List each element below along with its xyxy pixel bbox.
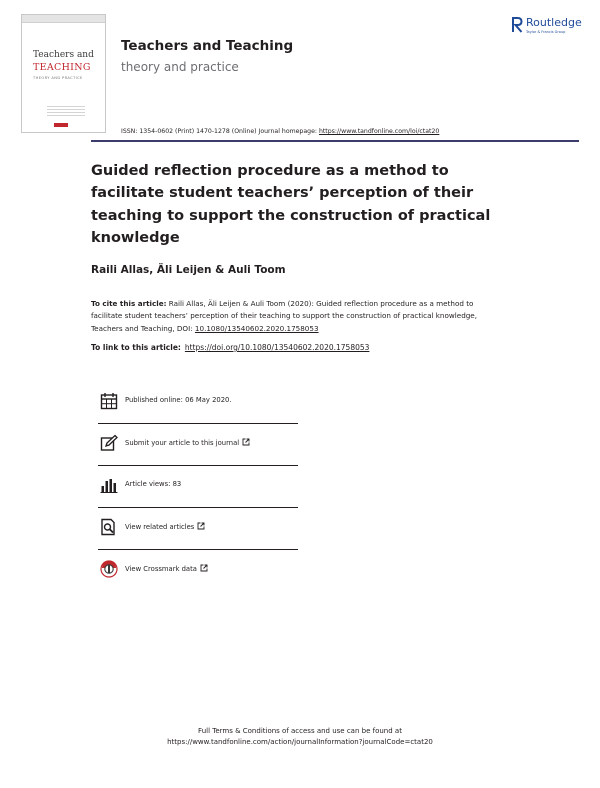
submit-edit-icon xyxy=(100,434,118,452)
link-label: To link to this article: xyxy=(91,343,181,352)
publisher-name: Routledge xyxy=(526,16,582,29)
info-row-submit[interactable] xyxy=(98,424,298,466)
bar-chart-icon xyxy=(100,476,118,494)
journal-subtitle: theory and practice xyxy=(121,60,239,74)
article-info-list xyxy=(98,382,298,591)
cover-fine-print xyxy=(47,106,85,107)
crossmark-label: View Crossmark data xyxy=(125,565,197,573)
cover-fine-print xyxy=(47,115,85,116)
info-row-related[interactable] xyxy=(98,508,298,550)
external-link-icon xyxy=(200,564,208,572)
external-link-icon xyxy=(197,522,205,530)
cover-title-line2: TEACHING xyxy=(33,62,91,73)
related-articles-link[interactable] xyxy=(125,522,205,531)
related-articles-label: View related articles xyxy=(125,523,195,531)
cover-title-line1: Teachers and xyxy=(33,50,94,60)
cover-publisher-logo xyxy=(54,123,68,127)
info-row-published xyxy=(98,382,298,424)
info-row-crossmark[interactable] xyxy=(98,550,298,591)
crossmark-icon xyxy=(100,560,118,578)
crossmark-link[interactable] xyxy=(125,564,208,573)
footer-terms-text: Full Terms & Conditions of access and use can be found at xyxy=(198,727,402,735)
published-date-text: Published online: 06 May 2020. xyxy=(125,396,232,404)
publisher-tagline: Taylor & Francis Group xyxy=(526,30,566,34)
footer-terms xyxy=(0,726,600,748)
footer-terms-link[interactable]: https://www.tandfonline.com/action/journalInformation?journalCode=ctat20 xyxy=(167,738,433,746)
cover-top-bar xyxy=(22,15,105,23)
calendar-icon xyxy=(100,392,118,410)
routledge-r-icon xyxy=(512,17,523,33)
info-row-views xyxy=(98,466,298,508)
issn-line xyxy=(121,128,439,135)
journal-homepage-link[interactable]: https://www.tandfonline.com/loi/ctat20 xyxy=(318,128,440,135)
article-views-text: Article views: 83 xyxy=(125,480,182,488)
cover-title-line3: THEORY AND PRACTICE xyxy=(33,76,83,80)
journal-title: Teachers and Teaching xyxy=(121,38,294,54)
article-authors: Raili Allas, Äli Leijen & Auli Toom xyxy=(91,264,286,276)
submit-article-link[interactable] xyxy=(125,438,250,447)
article-link-line xyxy=(91,343,369,352)
citation-label: To cite this article: xyxy=(91,299,167,308)
article-title: Guided reflection procedure as a method to facilitate student teachers’ perception of their teaching to support the construction of practical knowledge xyxy=(91,163,491,246)
cover-fine-print xyxy=(47,109,85,110)
citation-block xyxy=(91,298,501,335)
related-articles-icon xyxy=(100,518,118,536)
journal-cover-thumbnail xyxy=(21,14,106,133)
header-divider xyxy=(91,140,579,142)
issn-text: ISSN: 1354-0602 (Print) 1470-1278 (Online) Journal homepage: xyxy=(121,128,319,135)
cover-fine-print xyxy=(47,112,85,113)
citation-doi-link[interactable]: 10.1080/13540602.2020.1758053 xyxy=(194,323,319,333)
external-link-icon xyxy=(242,438,250,446)
citation-text: Raili Allas, Äli Leijen & Auli Toom (2020): Guided reflection procedure as a method to facilitate student teachers’ perception of their teaching to support the construction of practical knowledge, Teachers and Teaching, DOI: xyxy=(91,299,478,333)
article-doi-url[interactable]: https://doi.org/10.1080/13540602.2020.1758053 xyxy=(184,343,370,352)
submit-article-label: Submit your article to this journal xyxy=(125,439,240,447)
